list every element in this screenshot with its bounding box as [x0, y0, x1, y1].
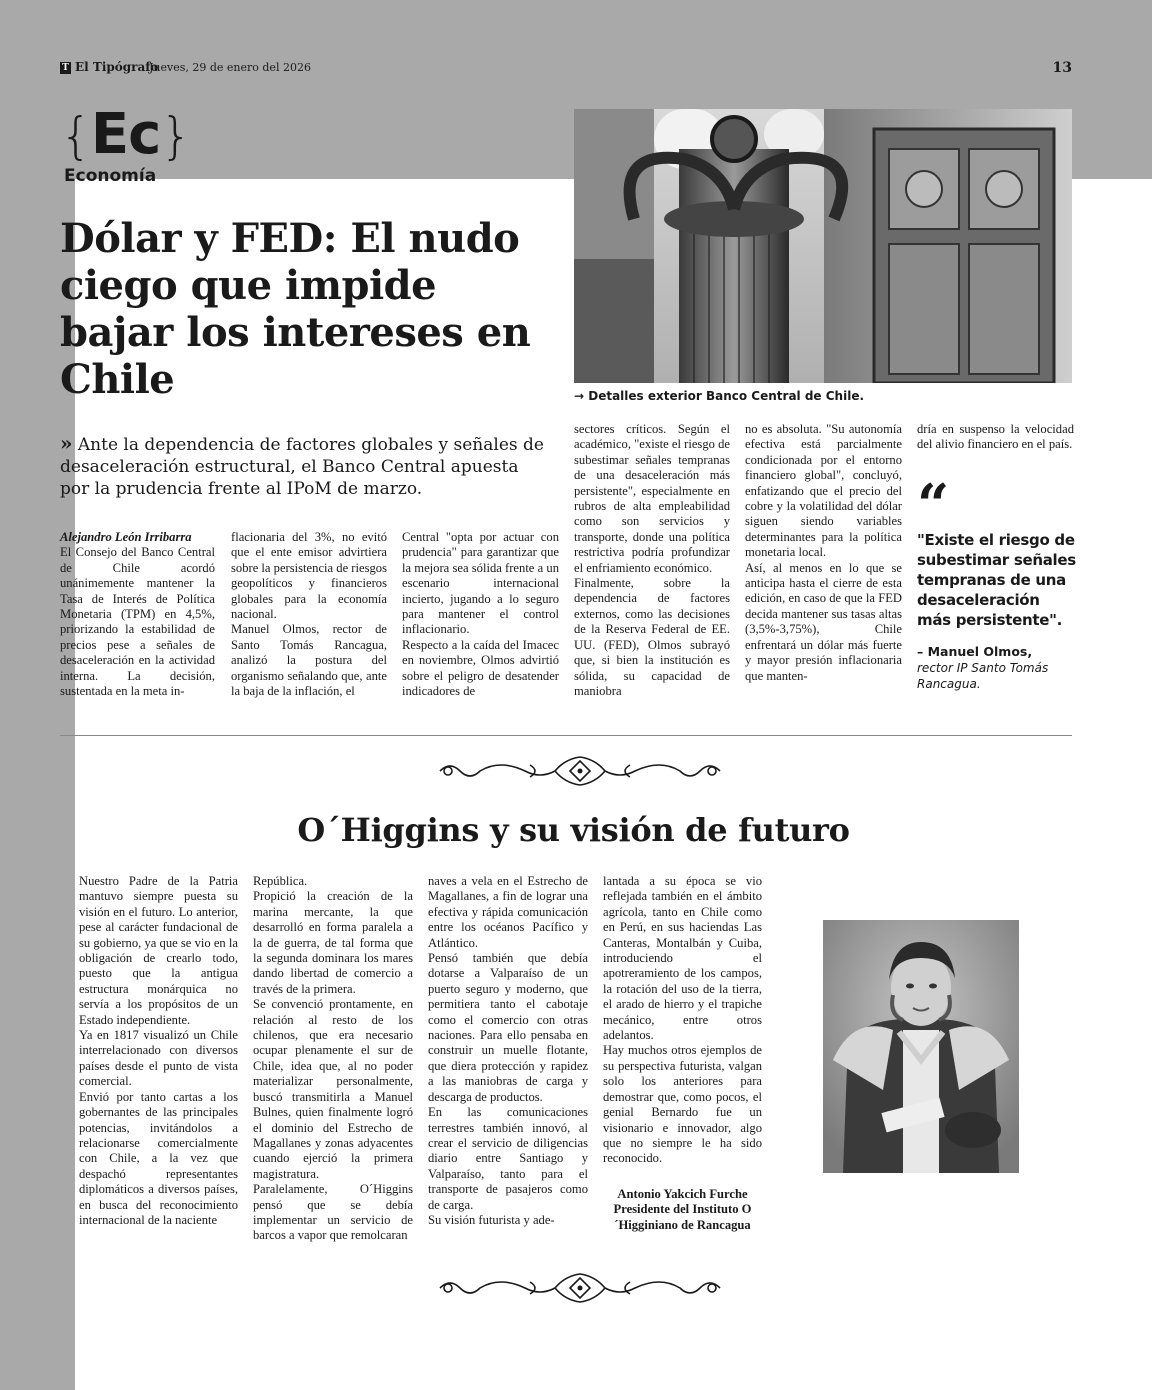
signature-title: Presidente del Instituto O´Higginiano de Rancagua	[613, 1202, 752, 1232]
paragraph: Respecto a la caída del Imacec en noviembre, Olmos advirtió sobre el peligro de desatender indicadores de	[402, 637, 559, 699]
article1-column-6	[917, 422, 1074, 453]
article1-column-5	[745, 422, 902, 684]
paragraph: no es absoluta. "Su autonomía efectiva está parcialmente condicionada por el entorno financiero global", concluyó, enfatizando que el precio del cobre y la volatilidad del dólar siguen siendo variables determinantes para la política monetaria local.	[745, 422, 902, 560]
paragraph: Su visión futurista y ade-	[428, 1212, 555, 1227]
paragraph: Nuestro Padre de la Patria mantuvo siempre puesta su visión en el futuro. Lo anterior, pese al carácter fundacional de su gobierno, ya que se vio en la obligación de crearlo todo, puesto que la antigua estructura monárquica no servía a los propósitos de un Estado independiente.	[79, 874, 238, 1027]
section-abbr-text: Ec	[90, 102, 161, 167]
publication-name: El Tipógrafo	[75, 60, 159, 74]
signature-name: Antonio Yakcich Furche	[617, 1187, 748, 1201]
paragraph: República.	[253, 874, 308, 888]
portrait-illustration	[823, 920, 1019, 1173]
article1-column-1	[60, 530, 215, 699]
paragraph: Paralelamente, O´Higgins pensó que se debía implementar un servicio de barcos a vapor que remolcaran	[253, 1182, 413, 1243]
byline: Alejandro León Irribarra	[60, 530, 192, 544]
article1-column-4	[574, 422, 730, 699]
publication-logo-icon: T	[60, 62, 71, 74]
paragraph: Así, al menos en lo que se anticipa hasta el cierre de esta edición, en caso de que la FED decida mantener sus tasas altas (3,5%-3,75%), Chile enfrentará un dólar más fuerte y mayor presión inflacionaria que manten-	[745, 560, 902, 683]
standfirst-marker: »	[60, 431, 73, 455]
article1-column-2	[231, 530, 387, 699]
paragraph: sectores críticos. Según el académico, "existe el riesgo de subestimar señales tempranas de una desaceleración más persistente", especialmente en rubros de alta empleabilidad como son servicios y transporte, donde una política restrictiva podría profundizar el enfriamiento económico.	[574, 422, 730, 575]
article2-column-4	[603, 874, 762, 1167]
paragraph: flacionaria del 3%, no evitó que el ente emisor advirtiera sobre la persistencia de riesgos geopolíticos y financieros globales para la economía nacional.	[231, 530, 387, 622]
bank-facade-photo	[574, 109, 1072, 383]
article2-column-2	[253, 874, 413, 1244]
masthead	[60, 60, 1072, 78]
quote-mark-icon: “	[917, 472, 950, 538]
section-tag	[60, 100, 190, 190]
paragraph: Finalmente, sobre la dependencia de factores externos, como las decisiones de la Reserva Federal de EE. UU. (FED), Olmos subrayó que, si bien la institución es sólida, su capacidad de maniobra	[574, 576, 730, 698]
section-name: Economía	[64, 166, 157, 186]
close-brace: }	[160, 107, 192, 165]
paragraph: dría en suspenso la velocidad del alivio financiero en el país.	[917, 422, 1074, 452]
paragraph: Pensó también que debía dotarse a Valparaíso de un puerto seguro y moderno, que permitiera tanto el cabotaje como el comercio con otras naciones. Para ello pensaba en construir un muelle flotante, que diera protección y rapidez a las maniobras de carga y descarga de productos.	[428, 951, 588, 1104]
quote-text: "Existe el riesgo de subestimar señales tempranas de una desaceleración más persistente".	[917, 531, 1076, 629]
paragraph: lantada a su época se vio reflejada también en el ámbito agrícola, tanto en Chile como en Perú, en sus haciendas Las Canteras, Montalbán y Cuiba, introduciendo el apotreramiento de los campos, la rotación del uso de la tierra, el arado de hierro y el trapiche mecánico, entre otros adelantos.	[603, 874, 762, 1043]
quote-author: – Manuel Olmos,	[917, 644, 1033, 659]
paragraph: Hay muchos otros ejemplos de su perspectiva futurista, valgan solo los anteriores para demostrar que, como pocos, el genial Bernardo fue un visionario e innovador, algo que no siempre le ha sido reconocido.	[603, 1043, 762, 1166]
paragraph: Envió por tanto cartas a los gobernantes de las principales potencias, invitándolos a relacionarse comercialmente con Chile, a la vez que despachó representantes diplomáticos a diversos países, en busca del reconocimiento internacional de la naciente	[79, 1089, 238, 1227]
open-brace: {	[60, 107, 91, 165]
standfirst-text: Ante la dependencia de factores globales y señales de desaceleración estructural, el Banco Central apuesta por la prudencia frente al IPoM de marzo.	[60, 435, 544, 499]
page-number: 13	[1052, 60, 1072, 76]
article2-title: O´Higgins y su visión de futuro	[297, 811, 850, 849]
ornament-divider-icon	[430, 753, 730, 789]
article2-column-3	[428, 874, 588, 1228]
paragraph: En las comunicaciones terrestres también innovó, al crear el servicio de diligencias diario entre Santiago y Valparaíso, tanto para el transporte de pasajeros como de carga.	[428, 1105, 588, 1212]
paragraph: Central "opta por actuar con prudencia" para garantizar que la mejora sea sólida frente a un escenario internacional incierto, jugando a lo seguro para mantener el control inflacionario.	[402, 530, 559, 637]
lamp-post-illustration	[574, 109, 1072, 383]
article-headline: Dólar y FED: El nudo ciego que impide bajar los intereses en Chile	[60, 215, 531, 403]
author-signature	[603, 1187, 762, 1233]
quote-author-role: rector IP Santo Tomás Rancagua.	[917, 661, 1049, 691]
article1-column-3	[402, 530, 559, 699]
paragraph: Ya en 1817 visualizó un Chile interrelacionado con diversos países desde el punto de vista comercial.	[79, 1028, 238, 1089]
photo-caption: → Detalles exterior Banco Central de Chile.	[574, 389, 865, 403]
article2-column-1	[79, 874, 238, 1228]
section-divider	[60, 735, 1072, 736]
paragraph: El Consejo del Banco Central de Chile acordó unánimemente mantener la Tasa de Interés de Política Monetaria (TPM) en 4,5%, priorizando la estabilidad de precios pese a señales de desaceleración en la actividad interna. La decisión, sustentada en la meta in-	[60, 545, 215, 699]
ornament-divider-icon	[430, 1270, 730, 1306]
section-abbreviation	[60, 100, 191, 171]
ohiggins-portrait	[823, 920, 1019, 1173]
pull-quote	[917, 472, 1077, 692]
paragraph: Se convenció prontamente, en relación al resto de los chilenos, que era necesario ocupar plenamente el sur de Chile, idea que, al no poder materializar personalmente, buscó transmitirla a Manuel Bulnes, quien finalmente logró el dominio del Estrecho de Magallanes y zonas adyacentes cuando ejerció la primera magistratura.	[253, 997, 413, 1181]
paragraph: naves a vela en el Estrecho de Magallanes, a fin de lograr una efectiva y rápida comunicación entre los océanos Pacífico y Atlántico.	[428, 874, 588, 950]
paragraph: Propició la creación de la marina mercante, la que desarrolló en forma paralela a la de guerra, de tal forma que la segunda dominara los mares dando libertad de comercio a través de la primera.	[253, 889, 413, 996]
paragraph: Manuel Olmos, rector de Santo Tomás Rancagua, analizó la postura del organismo señalando que, ante la baja de la inflación, el	[231, 622, 387, 699]
article-standfirst	[60, 432, 550, 500]
issue-date: Jueves, 29 de enero del 2026	[149, 61, 311, 74]
